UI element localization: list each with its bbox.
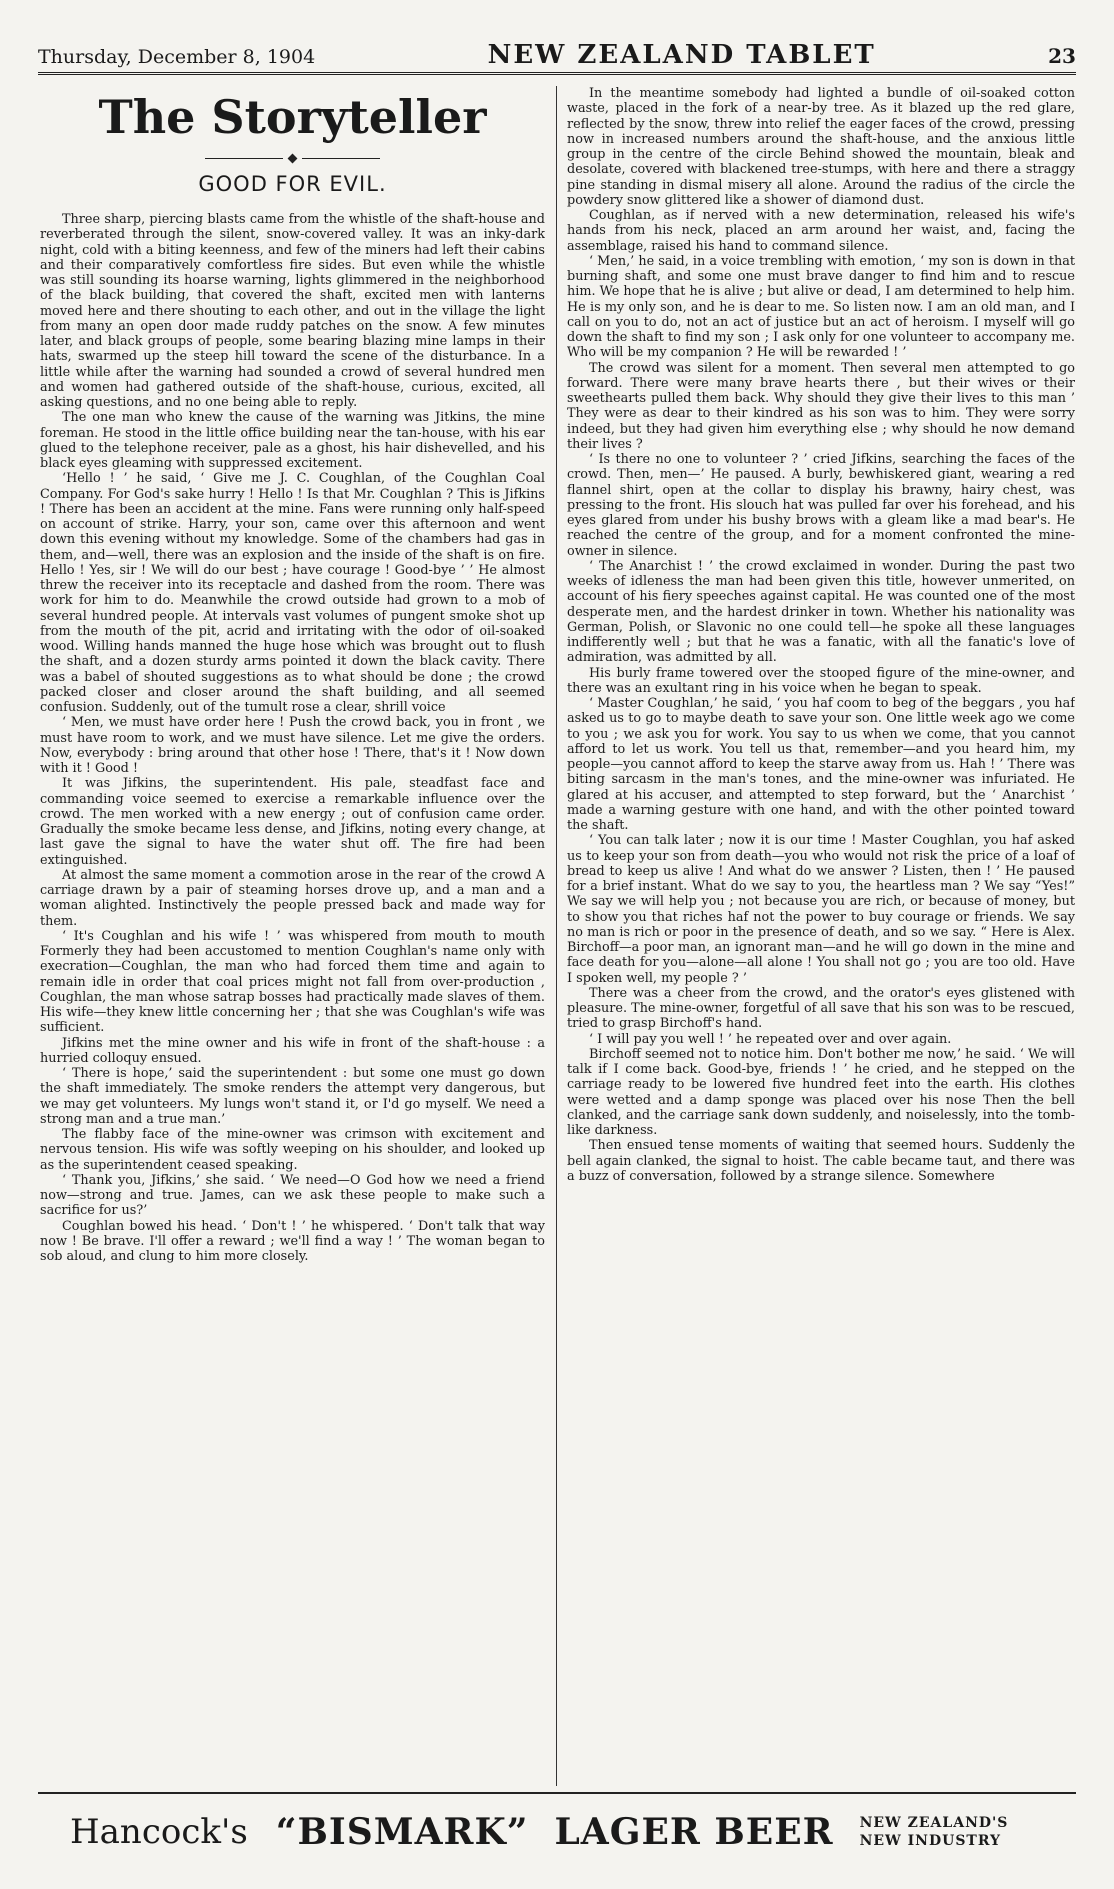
paragraph: Coughlan bowed his head. ‘ Don't ! ’ he whispered. ‘ Don't talk that way now ! Be brave. I'll offer a reward ; we'll find a way ! ’ The woman began to sob aloud, and clung to him more closely. [40, 1218, 545, 1264]
paragraph: The one man who knew the cause of the warning was Jitkins, the mine foreman. He stood in the little office building near the tan-house, with his ear glued to the telephone receiver, pale as a ghost, his hair dishevelled, and his black eyes gleaming with suppressed excitement. [40, 410, 545, 471]
page-number: 23 [1048, 44, 1076, 68]
paragraph: ‘ There is hope,’ said the superintendent : but some one must go down the shaft immediately. The smoke renders the attempt very dangerous, but we may get volunteers. My lungs won't stand it, or I'd go myself. We need a strong man and a true man.’ [40, 1066, 545, 1127]
paragraph: ‘ Men, we must have order here ! Push the crowd back, you in front , we must have room to work, and we must have silence. Let me give the orders. Now, everybody : bring around that other hose ! There, that's it ! Now down with it ! Good ! [40, 715, 545, 776]
paragraph: ‘ Is there no one to volunteer ? ’ cried Jifkins, searching the faces of the crowd. Then, men—’ He paused. A burly, bewhiskered giant, wearing a red flannel shirt, open at the collar to display his brawny, hairy chest, was pressing to the front. His slouch hat was pulled far over his forehead, and his eyes glared from under his bushy brows with a gleam like a mad bear's. He reached the centre of the group, and for a moment confronted the mine-owner in silence. [567, 452, 1075, 559]
ad-product: “BISMARK” [275, 1811, 529, 1853]
right-column [567, 86, 1075, 1786]
paragraph: At almost the same moment a commotion arose in the rear of the crowd A carriage drawn by a pair of steaming horses drove up, and a man and a woman alighted. Instinctively the people pressed back and made way for them. [40, 867, 545, 929]
paragraph: In the meantime somebody had lighted a bundle of oil-soaked cotton waste, placed in the fork of a near-by tree. As it blazed up the red glare, reflected by the snow, threw into relief the eager faces of the crowd, pressing now in increased numbers around the shaft-house, and the anxious little group in the centre of the circle Behind showed the mountain, bleak and desolate, covered with blackened tree-stumps, with here and there a straggy pine standing in dismal misery all alone. Around the radius of the circle the powdery snow glittered like a shower of diamond dust. [567, 86, 1075, 208]
paragraph: The flabby face of the mine-owner was crimson with excitement and nervous tension. His wife was softly weeping on his shoulder, and looked up as the superintendent ceased speaking. [40, 1127, 545, 1173]
ornament-rule-right [302, 158, 380, 159]
paragraph: It was Jifkins, the superintendent. His pale, steadfast face and commanding voice seemed to exercise a remarkable influence over the crowd. The men worked with a new energy ; out of confusion came order. Gradually the smoke became less dense, and Jifkins, noting every change, at last gave the signal to have the water shut off. The fire had been extinguished. [40, 776, 545, 868]
heading-ornament [40, 150, 545, 166]
paragraph: The crowd was silent for a moment. Then several men attempted to go forward. There were many brave hearts there , but their wives or their sweethearts pulled them back. Why should they give their lives to this man ’ They were as dear to their kindred as his son was to him. They were sorry indeed, but they had given him everything else ; why should he now demand their lives ? [567, 360, 1075, 452]
newspaper-title: NEW ZEALAND TABLET [487, 40, 876, 70]
left-column [40, 86, 545, 1786]
ad-tagline-line: NEW INDUSTRY [859, 1833, 1002, 1849]
paragraph: Then ensued tense moments of waiting that seemed hours. Suddenly the bell again clanked, the signal to hoist. The cable became taut, and there was a buzz of conversation, followed by a strange silence. Somewhere [567, 1138, 1075, 1184]
paragraph: His burly frame towered over the stooped figure of the mine-owner, and there was an exultant ring in his voice when he began to speak. [567, 665, 1075, 696]
paragraph: ‘Hello ! ’ he said, ‘ Give me J. C. Coughlan, of the Coughlan Coal Company. For God's sake hurry ! Hello ! Is that Mr. Coughlan ? This is Jifkins ! There has been an accident at the mine. Fans were running only half-speed on account of strike. Harry, your son, came over this afternoon and went down this evening without my knowledge. Some of the chambers had gas in them, and—well, there was an explosion and the inside of the shaft is on fire. Hello ! Yes, sir ! We will do our best ; have courage ! Good-bye ’ ’ He almost threw the receiver into its receptacle and dashed from the room. There was work for him to do. Meanwhile the crowd outside had grown to a mob of several hundred people. At intervals vast volumes of pungent smoke shot up from the mouth of the pit, acrid and irritating with the odor of oil-soaked wood. Willing hands manned the huge hose which was brought out to flush the shaft, and a dozen sturdy arms pointed it down the black cavity. There was a babel of shouted suggestions as to what should be done ; the crowd packed closer and closer around the shaft building, and all seemed confusion. Suddenly, out of the tumult rose a clear, shrill voice [40, 471, 545, 715]
paragraph: ‘ Thank you, Jifkins,’ she said. ‘ We need—O God how we need a friend now—strong and true. James, can we ask these people to make such a sacrifice for us?’ [40, 1172, 545, 1219]
story-title: GOOD FOR EVIL. [198, 172, 387, 196]
paragraph: ‘ Men,’ he said, in a voice trembling with emotion, ‘ my son is down in that burning shaft, and some one must brave danger to find him and to rescue him. We hope that he is alive ; but alive or dead, I am determined to help him. He is my only son, and he is dear to me. So listen now. I am an old man, and I call on you to do, not an act of justice but an act of heroism. I myself will go down the shaft to find my son ; I ask only for one volunteer to accompany me. Who will be my companion ? He will be rewarded ! ’ [567, 253, 1075, 361]
ad-tagline-line: NEW ZEALAND'S [859, 1815, 1009, 1831]
masthead [38, 38, 1076, 75]
paragraph: ‘ Master Coughlan,’ he said, ‘ you haf coom to beg of the beggars , you haf asked us to go to maybe death to save your son. One little week ago we come to you ; we ask you for work. You say to us when we come, that you cannot afford to let us work. You tell us that, remember—and you heard him, my people—you cannot afford to keep the starve away from us. Hah ! ’ There was biting sarcasm in the man's tones, and the mine-owner was infuriated. He glared at his accuser, and attempted to step forward, but the ‘ Anarchist ’ made a warning gesture with one hand, and with the other pointed toward the shaft. [567, 696, 1075, 833]
diamond-icon [288, 153, 298, 163]
ornament-rule-left [205, 158, 283, 159]
advertisement-banner [70, 1800, 1054, 1864]
section-heading: The Storyteller [98, 90, 487, 144]
left-column-body [40, 212, 545, 1264]
issue-date: Thursday, December 8, 1904 [38, 46, 316, 68]
paragraph: Birchoff seemed not to notice him. Don't bother me now,’ he said. ‘ We will talk if I come back. Good-bye, friends ! ’ he cried, and he stepped on the carriage ready to be lowered five hundred feet into the earth. His clothes were wetted and a damp sponge was placed over his nose Then the bell clanked, and the carriage sank down suddenly, and noiselessly, into the tomb-like darkness. [567, 1046, 1075, 1138]
column-divider [556, 86, 557, 1786]
ad-tagline [860, 1814, 1009, 1850]
paragraph: ‘ You can talk later ; now it is our time ! Master Coughlan, you haf asked us to keep your son from death—you who would not risk the price of a loaf of bread to keep us alive ! And what do we answer ? Listen, then ! ’ He paused for a brief instant. What do we say to you, the heartless man ? We say “Yes!” We say we will help you ; not because you are rich, or because of money, but to show you that riches haf not the power to buy courage or friends. We say no man is rich or poor in the presence of death, and so we say. “ Here is Alex. Birchoff—a poor man, an ignorant man—and he will go down in the mine and face death for you—alone—all alone ! You shall not go ; you are too old. Have I spoken well, my people ? ’ [567, 833, 1075, 986]
paragraph: ‘ I will pay you well ! ’ he repeated over and over again. [589, 1031, 952, 1047]
paragraph: ‘ It's Coughlan and his wife ! ’ was whispered from mouth to mouth Formerly they had been accustomed to mention Coughlan's name only with execration—Coughlan, the man who had forced them time and again to remain idle in order that coal prices might not fall from over-production , Coughlan, the man whose satrap bosses had practically made slaves of them. His wife—they knew little concerning her ; that she was Coughlan's wife was sufficient. [40, 928, 545, 1036]
paragraph: Three sharp, piercing blasts came from the whistle of the shaft-house and reverberated through the silent, snow-covered valley. It was an inky-dark night, cold with a biting keenness, and few of the miners had left their cabins and their comparatively comfortless fire sides. But even while the whistle was still sounding its hoarse warning, lights glimmered in the neighborhood of the black building, that covered the shaft, excited men with lanterns moved here and there shouting to each other, and out in the village the light from many an open door made ruddy patches on the snow. A few minutes later, and black groups of people, some bearing blazing mine lamps in their hats, swarmed up the steep hill toward the scene of the disturbance. In a little while after the warning had sounded a crowd of several hundred men and women had gathered outside of the shaft-house, curious, excited, all asking questions, and no one being able to reply. [40, 212, 545, 410]
paragraph: There was a cheer from the crowd, and the orator's eyes glistened with pleasure. The mine-owner, forgetful of all save that his son was to be rescued, tried to grasp Birchoff's hand. [567, 985, 1075, 1032]
paragraph: Jifkins met the mine owner and his wife in front of the shaft-house : a hurried colloquy ensued. [40, 1035, 545, 1066]
paragraph: Coughlan, as if nerved with a new determination, released his wife's hands from his neck, placed an arm around her waist, and, facing the assemblage, raised his hand to command silence. [567, 208, 1075, 254]
footer-rule [38, 1792, 1076, 1794]
right-column-body [567, 86, 1075, 1184]
ad-brand: Hancock's [70, 1812, 248, 1852]
paragraph: ‘ The Anarchist ! ’ the crowd exclaimed in wonder. During the past two weeks of idleness the man had been given this title, however unmerited, on account of his fiery speeches against capital. He was counted one of the most desperate men, and the hardest drinker in town. Whether his nationality was German, Polish, or Slavonic no one could tell—he spoke all these languages indifferently well ; but that he was a fanatic, with all the fanatic's love of admiration, was admitted by all. [567, 558, 1075, 666]
ad-type: LAGER BEER [554, 1811, 834, 1853]
